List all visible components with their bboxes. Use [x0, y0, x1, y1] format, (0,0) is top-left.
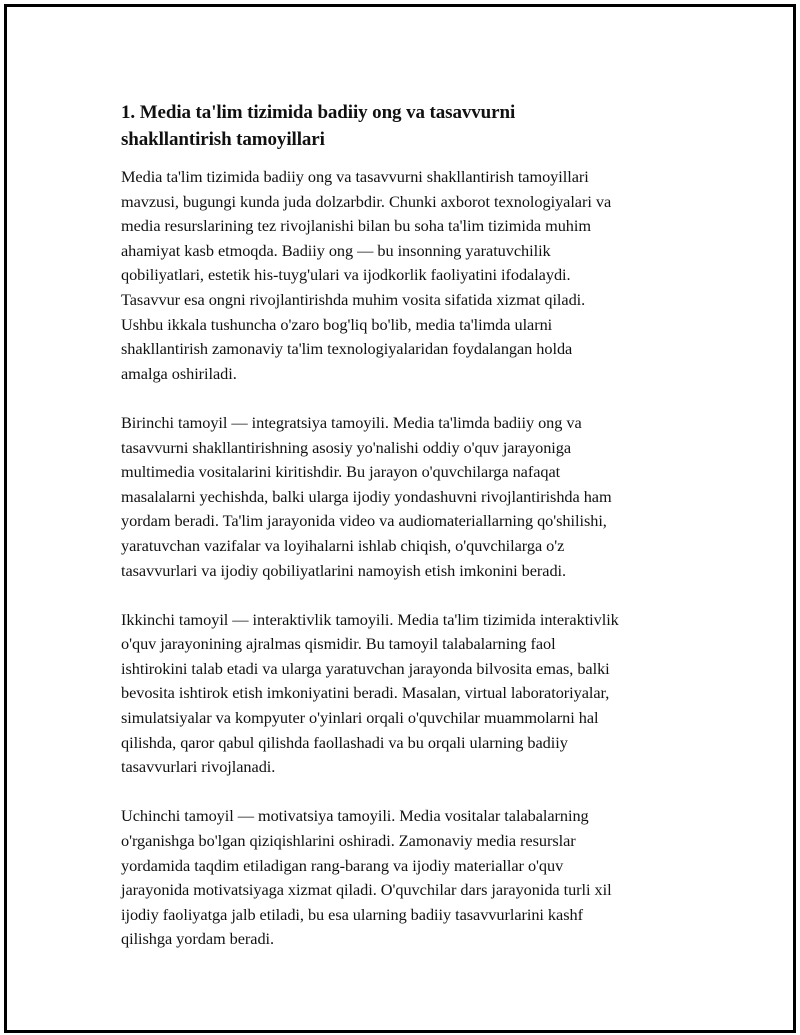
text-line: amalga oshiriladi.: [121, 363, 237, 383]
text-line: tasavvurlari rivojlanadi.: [121, 757, 276, 777]
document-body: [121, 99, 701, 952]
text-line: o'quv jarayonining ajralmas qismidir. Bu tamoyil talabalarning faol: [121, 634, 556, 654]
paragraph-4: [121, 804, 701, 952]
text-line: o'rganishga bo'lgan qiziqishlarini oshiradi. Zamonaviy media resurslar: [121, 831, 576, 851]
section-heading: [121, 99, 701, 153]
text-line: multimedia vositalarini kiritishdir. Bu jarayon o'quvchilarga nafaqat: [121, 462, 561, 482]
page-frame: [4, 4, 796, 1033]
text-line: qilishda, qaror qabul qilishda faollashadi va bu orqali ularning badiiy: [121, 732, 568, 752]
text-line: qobiliyatlari, estetik his-tuyg'ulari va ijodkorlik faoliyatini ifodalaydi.: [121, 265, 571, 285]
text-line: mavzusi, bugungi kunda juda dolzarbdir. Chunki axborot texnologiyalari va: [121, 191, 612, 211]
text-line: Uchinchi tamoyil — motivatsiya tamoyili. Media vositalar talabalarning: [121, 806, 589, 826]
text-line: Media ta'lim tizimida badiiy ong va tasavvurni shakllantirish tamoyillari: [121, 167, 589, 186]
spacer: [121, 153, 701, 165]
text-line: ishtirokini talab etadi va ularga yaratuvchan jarayonda bilvosita emas, balki: [121, 658, 610, 678]
text-line: Tasavvur esa ongni rivojlantirishda muhim vosita sifatida xizmat qiladi.: [121, 289, 586, 309]
spacer: [121, 386, 701, 411]
heading-line: shakllantirish tamoyillari: [121, 129, 325, 150]
text-line: qilishga yordam beradi.: [121, 929, 275, 949]
text-line: Birinchi tamoyil — integratsiya tamoyili. Media ta'limda badiiy ong va: [121, 412, 582, 432]
paragraph-3: [121, 608, 701, 780]
text-line: Ushbu ikkala tushuncha o'zaro bog'liq bo'lib, media ta'limda ularni: [121, 314, 553, 334]
text-line: media resurslarining tez rivojlanishi bilan bu soha ta'lim tizimida muhim: [121, 216, 591, 236]
text-line: jarayonida motivatsiyaga xizmat qiladi. O'quvchilar dars jarayonida turli xil: [121, 880, 612, 900]
text-line: tasavvurni shakllantirishning asosiy yo'nalishi oddiy o'quv jarayoniga: [121, 437, 572, 457]
text-line: yaratuvchan vazifalar va loyihalarni ishlab chiqish, o'quvchilarga o'z: [121, 535, 565, 555]
text-line: ijodiy faoliyatga jalb etiladi, bu esa ularning badiiy tasavvurlarini kashf: [121, 904, 583, 924]
spacer: [121, 780, 701, 805]
text-line: Ikkinchi tamoyil — interaktivlik tamoyili. Media ta'lim tizimida interaktivlik: [121, 609, 619, 629]
text-line: yordamida taqdim etiladigan rang-barang va ijodiy materiallar o'quv: [121, 855, 564, 875]
text-line: shakllantirish zamonaviy ta'lim texnologiyalaridan foydalangan holda: [121, 339, 573, 359]
text-line: ahamiyat kasb etmoqda. Badiiy ong — bu insonning yaratuvchilik: [121, 240, 551, 260]
paragraph-2: [121, 411, 701, 583]
text-line: yordam beradi. Ta'lim jarayonida video va audiomateriallarning qo'shilishi,: [121, 511, 607, 531]
text-line: tasavvurlari va ijodiy qobiliyatlarini namoyish etish imkonini beradi.: [121, 560, 567, 580]
text-line: bevosita ishtirok etish imkoniyatini beradi. Masalan, virtual laboratoriyalar,: [121, 683, 610, 703]
text-line: simulatsiyalar va kompyuter o'yinlari orqali o'quvchilar muammolarni hal: [121, 708, 599, 728]
paragraph-1: [121, 165, 701, 386]
heading-line: 1. Media ta'lim tizimida badiiy ong va tasavvurni: [121, 102, 516, 123]
spacer: [121, 583, 701, 608]
text-line: masalalarni yechishda, balki ularga ijodiy yondashuvni rivojlantirishda ham: [121, 486, 612, 506]
